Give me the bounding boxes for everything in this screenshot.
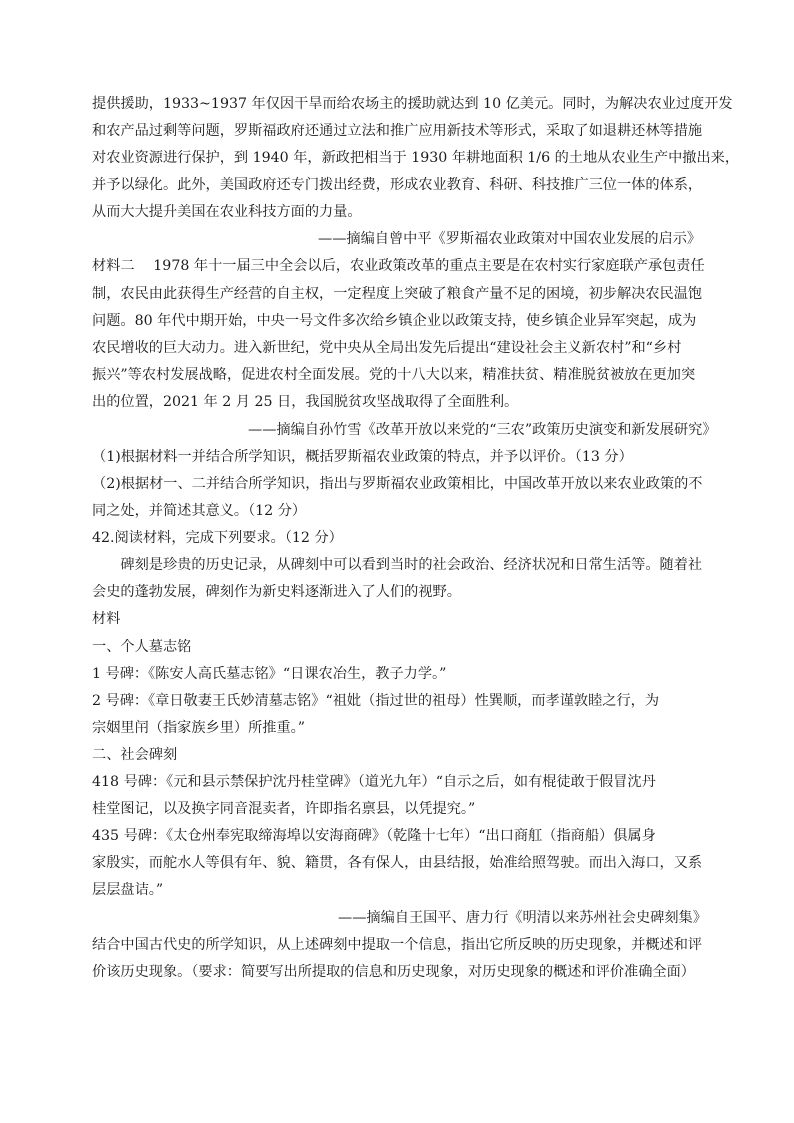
question-42-heading: 42.阅读材料，完成下列要求。（12 分） [92,530,343,546]
material-2-line: 农民增收的巨大动力。进入新世纪，党中央从全局出发先后提出“建设社会主义新农村”和“乡村 [92,340,682,356]
question-2-line: （2)根据材一、二并结合所学知识，指出与罗斯福农业政策相比，中国改革开放以来农业政策的不 [92,476,703,492]
stele-1: 1 号碑：《陈安人高氏墓志铭》“日课农冶生，教子力学。” [92,666,447,682]
stele-418-line: 418 号碑：《元和县示禁保护沈丹桂堂碑》（道光九年）“自示之后，如有棍徒敢于假冒沈丹 [92,774,656,790]
stele-435-line: 家殷实，而舵水人等俱有年、貌、籍贯，各有保人，由县结报，始准给照驾驶。而出入海口，又系 [92,855,703,871]
material-2-line: 出的位置，2021 年 2 月 25 日，我国脱贫攻坚战取得了全面胜利。 [92,394,519,410]
question-2-line: 同之处，并简述其意义。（12 分） [92,503,307,519]
question-1: （1)根据材料一并结合所学知识，概括罗斯福农业政策的特点，并予以评价。（13 分） [92,449,633,465]
material-2-line: 制，农民由此获得生产经营的自主权，一定程度上突破了粮食产量不足的困境，初步解决农民温饱 [92,286,703,302]
material-2-line: 振兴”等农村发展战略，促进农村全面发展。党的十八大以来，精准扶贫、精准脱贫被放在更加突 [92,367,696,383]
stele-2-line: 宗姻里闬（指家族乡里）所推重。” [92,720,305,736]
material-label: 材料 [92,611,121,627]
task-line: 价该历史现象。（要求：简要写出所提取的信息和历史现象，对历史现象的概述和评价准确全面） [92,964,695,980]
material-2-line: 材料二 1978 年十一届三中全会以后，农业政策改革的重点主要是在农村实行家庭联产承包责任 [92,258,705,274]
paragraph-1-line: 提供援助，1933~1937 年仅因干旱而给农场主的援助就达到 10 亿美元。同时，为解决农业过度开发 [92,96,733,112]
paragraph-1-line: 从而大大提升美国在农业科技方面的力量。 [92,204,362,220]
paragraph-1-line: 对农业资源进行保护，到 1940 年，新政把相当于 1930 年耕地面积 1/6 的土地从农业生产中撤出来， [92,150,740,166]
question-42-intro-line: 碑刻是珍贵的历史记录，从碑刻中可以看到当时的社会政治、经济状况和日常生活等。随着社 [92,557,703,573]
stele-418-line: 桂堂图记，以及换字同音混卖者，许即指名禀县，以凭提究。” [92,801,476,817]
stele-435-line: 层层盘诘。” [92,882,164,898]
source-citation-1: ——摘编自曾中平《罗斯福农业政策对中国农业发展的启示》 [318,231,702,247]
section-heading-social-steles: 二、社会碑刻 [92,747,178,763]
paragraph-1-line: 并予以绿化。此外，美国政府还专门拨出经费，形成农业教育、科研、科技推广三位一体的体系， [92,177,703,193]
question-42-intro-line: 会史的蓬勃发展，碑刻作为新史料逐渐进入了人们的视野。 [92,584,461,600]
source-citation-2: ——摘编自孙竹雪《改革开放以来党的“三农”政策历史演变和新发展研究》 [248,422,717,438]
source-citation-3: ——摘编自王国平、唐力行《明清以来苏州社会史碑刻集》 [338,910,707,926]
task-line: 结合中国古代史的所学知识，从上述碑刻中提取一个信息，指出它所反映的历史现象，并概述和评 [92,937,703,953]
stele-435-line: 435 号碑：《太仓州奉宪取缔海埠以安海商碑》（乾隆十七年）“出口商舡（指商船）俱属身 [92,828,656,844]
section-heading-epitaphs: 一、个人墓志铭 [92,639,192,655]
stele-2-line: 2 号碑：《章日敬妻王氏妙清墓志铭》“祖妣（指过世的祖母）性巽顺，而孝谨敦睦之行，为 [92,693,660,709]
material-2-line: 问题。80 年代中期开始，中央一号文件多次给乡镇企业以政策支持，使乡镇企业异军突起，成为 [92,313,697,329]
paragraph-1-line: 和农产品过剩等问题，罗斯福政府还通过立法和推广应用新技术等形式，采取了如退耕还林等措施 [92,123,703,139]
